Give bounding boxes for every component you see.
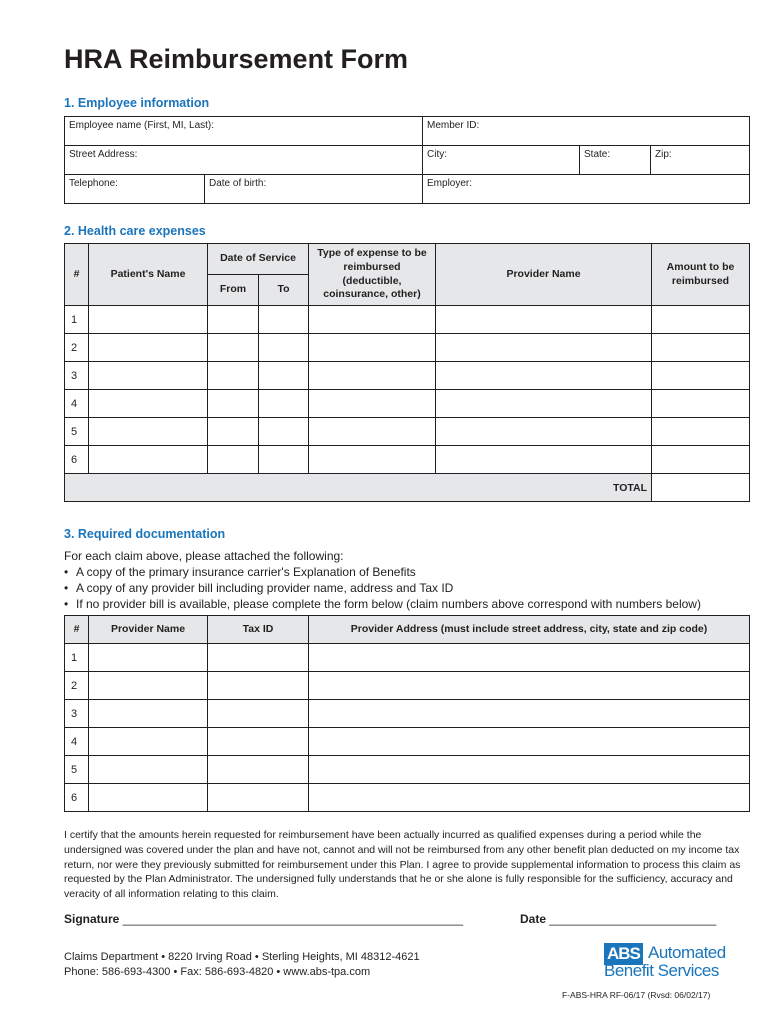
row-number: 4 xyxy=(65,390,89,418)
table-row xyxy=(65,390,750,418)
table-row xyxy=(65,756,750,784)
list-item: • If no provider bill is available, please complete the form below (claim numbers above correspond with numbers below) xyxy=(64,596,754,612)
logo-line1: Automated xyxy=(648,943,726,962)
row-number: 3 xyxy=(65,362,89,390)
patient-name-cell[interactable] xyxy=(89,390,208,418)
to-date-cell[interactable] xyxy=(259,446,309,474)
table-row xyxy=(65,784,750,812)
patient-name-cell[interactable] xyxy=(89,334,208,362)
col-taxid-header: Tax ID xyxy=(208,616,309,644)
provider-name-cell[interactable] xyxy=(89,784,208,812)
amount-cell[interactable] xyxy=(652,390,750,418)
logo-abbr: ABS xyxy=(604,943,643,965)
tax-id-cell[interactable] xyxy=(208,672,309,700)
patient-name-cell[interactable] xyxy=(89,418,208,446)
patient-name-cell[interactable] xyxy=(89,446,208,474)
amount-cell[interactable] xyxy=(652,362,750,390)
from-date-cell[interactable] xyxy=(208,446,259,474)
table-row xyxy=(65,306,750,334)
provider-table xyxy=(64,615,750,812)
form-title: HRA Reimbursement Form xyxy=(64,44,409,74)
table-row xyxy=(65,418,750,446)
signature-label: Signature xyxy=(64,912,120,926)
employer-field[interactable]: Employer: xyxy=(423,175,750,204)
expense-type-cell[interactable] xyxy=(309,418,436,446)
provider-name-cell[interactable] xyxy=(436,446,652,474)
table-row xyxy=(65,700,750,728)
row-number: 6 xyxy=(65,784,89,812)
from-date-cell[interactable] xyxy=(208,362,259,390)
table-row xyxy=(65,672,750,700)
zip-field[interactable]: Zip: xyxy=(651,146,750,175)
row-number: 2 xyxy=(65,672,89,700)
provider-name-cell[interactable] xyxy=(436,418,652,446)
col-type-header: Type of expense to be reimbursed (deductible, coinsurance, other) xyxy=(309,244,436,306)
table-row xyxy=(65,728,750,756)
patient-name-cell[interactable] xyxy=(89,362,208,390)
from-date-cell[interactable] xyxy=(208,306,259,334)
provider-name-cell[interactable] xyxy=(436,390,652,418)
amount-cell[interactable] xyxy=(652,334,750,362)
logo-line2: Benefit Services xyxy=(604,961,719,980)
provider-address-cell[interactable] xyxy=(309,672,750,700)
amount-cell[interactable] xyxy=(652,418,750,446)
col-from-header: From xyxy=(208,275,259,306)
expense-type-cell[interactable] xyxy=(309,362,436,390)
patient-name-cell[interactable] xyxy=(89,306,208,334)
date-block xyxy=(520,912,716,926)
documentation-instructions xyxy=(64,548,754,612)
signature-line[interactable]: ___________________________________________________ xyxy=(122,912,464,926)
expense-type-cell[interactable] xyxy=(309,446,436,474)
col-patient-header: Patient's Name xyxy=(89,244,208,306)
provider-name-cell[interactable] xyxy=(89,672,208,700)
col-num-header: # xyxy=(65,244,89,306)
documentation-list xyxy=(64,564,754,612)
documentation-intro: For each claim above, please attached the following: xyxy=(64,549,344,563)
row-number: 2 xyxy=(65,334,89,362)
row-number: 5 xyxy=(65,418,89,446)
from-date-cell[interactable] xyxy=(208,334,259,362)
col-num-header: # xyxy=(65,616,89,644)
table-row xyxy=(65,644,750,672)
section-documentation-heading: 3. Required documentation xyxy=(64,527,226,541)
to-date-cell[interactable] xyxy=(259,362,309,390)
expense-type-cell[interactable] xyxy=(309,306,436,334)
provider-name-cell[interactable] xyxy=(89,700,208,728)
row-number: 6 xyxy=(65,446,89,474)
section-employee-heading: 1. Employee information xyxy=(64,96,210,110)
telephone-field[interactable]: Telephone: xyxy=(65,175,205,204)
to-date-cell[interactable] xyxy=(259,306,309,334)
provider-name-cell[interactable] xyxy=(436,362,652,390)
street-address-field[interactable]: Street Address: xyxy=(65,146,423,175)
table-row xyxy=(65,334,750,362)
provider-name-cell[interactable] xyxy=(436,306,652,334)
to-date-cell[interactable] xyxy=(259,418,309,446)
from-date-cell[interactable] xyxy=(208,418,259,446)
to-date-cell[interactable] xyxy=(259,334,309,362)
total-label: TOTAL xyxy=(65,474,652,502)
provider-address-cell[interactable] xyxy=(309,728,750,756)
col-address-header: Provider Address (must include street address, city, state and zip code) xyxy=(309,616,750,644)
amount-cell[interactable] xyxy=(652,446,750,474)
form-number: F-ABS-HRA RF-06/17 (Rvsd: 06/02/17) xyxy=(562,990,711,1000)
section-expenses-heading: 2. Health care expenses xyxy=(64,224,206,238)
from-date-cell[interactable] xyxy=(208,390,259,418)
date-label: Date xyxy=(520,912,547,926)
provider-address-cell[interactable] xyxy=(309,700,750,728)
provider-address-cell[interactable] xyxy=(309,644,750,672)
total-row xyxy=(65,474,750,502)
row-number: 1 xyxy=(65,306,89,334)
state-field[interactable]: State: xyxy=(580,146,651,175)
expense-type-cell[interactable] xyxy=(309,334,436,362)
dob-field[interactable]: Date of birth: xyxy=(205,175,423,204)
row-number: 1 xyxy=(65,644,89,672)
expense-type-cell[interactable] xyxy=(309,390,436,418)
provider-address-cell[interactable] xyxy=(309,784,750,812)
member-id-field[interactable]: Member ID: xyxy=(423,117,750,146)
col-amount-header: Amount to be reimbursed xyxy=(652,244,750,306)
provider-name-cell[interactable] xyxy=(89,756,208,784)
tax-id-cell[interactable] xyxy=(208,784,309,812)
col-to-header: To xyxy=(259,275,309,306)
footer-contact xyxy=(64,950,420,980)
row-number: 3 xyxy=(65,700,89,728)
footer-phone: Phone: 586-693-4300 • Fax: 586-693-4820 • www.abs-tpa.com xyxy=(64,966,371,978)
provider-name-cell[interactable] xyxy=(436,334,652,362)
employee-name-field[interactable]: Employee name (First, MI, Last): xyxy=(65,117,423,146)
col-provider-header: Provider Name xyxy=(89,616,208,644)
footer-address: Claims Department • 8220 Irving Road • Sterling Heights, MI 48312-4621 xyxy=(64,951,420,963)
certification-text: I certify that the amounts herein requested for reimbursement have been actually incurred as qualified expenses during a period while the undersigned was covered under the plan and have not, cannot and will not be reimbursed from any other benefit plan deducted on my income tax return, nor were they previously submitted for reimbursement under this Plan. I agree to provide supplemental information to process this claim as requested by the Plan Administrator. The undersigned fully understands that he or she alone is fully responsible for the sufficiency, accuracy and veracity of all information relating to this claim. xyxy=(64,829,741,901)
city-field[interactable]: City: xyxy=(423,146,580,175)
tax-id-cell[interactable] xyxy=(208,756,309,784)
amount-cell[interactable] xyxy=(652,306,750,334)
total-amount-cell[interactable] xyxy=(652,474,750,502)
col-provider-header: Provider Name xyxy=(436,244,652,306)
provider-address-cell[interactable] xyxy=(309,756,750,784)
table-row xyxy=(65,362,750,390)
employee-info-table xyxy=(64,116,750,204)
list-item: • A copy of any provider bill including provider name, address and Tax ID xyxy=(64,580,754,596)
row-number: 4 xyxy=(65,728,89,756)
provider-name-cell[interactable] xyxy=(89,644,208,672)
row-number: 5 xyxy=(65,756,89,784)
tax-id-cell[interactable] xyxy=(208,644,309,672)
table-row xyxy=(65,446,750,474)
to-date-cell[interactable] xyxy=(259,390,309,418)
date-line[interactable]: _________________________ xyxy=(549,912,717,926)
expenses-table xyxy=(64,243,750,502)
tax-id-cell[interactable] xyxy=(208,700,309,728)
tax-id-cell[interactable] xyxy=(208,728,309,756)
abs-logo xyxy=(604,935,734,983)
provider-name-cell[interactable] xyxy=(89,728,208,756)
signature-block xyxy=(64,912,463,926)
col-date-header: Date of Service xyxy=(208,244,309,275)
list-item: • A copy of the primary insurance carrier's Explanation of Benefits xyxy=(64,564,754,580)
